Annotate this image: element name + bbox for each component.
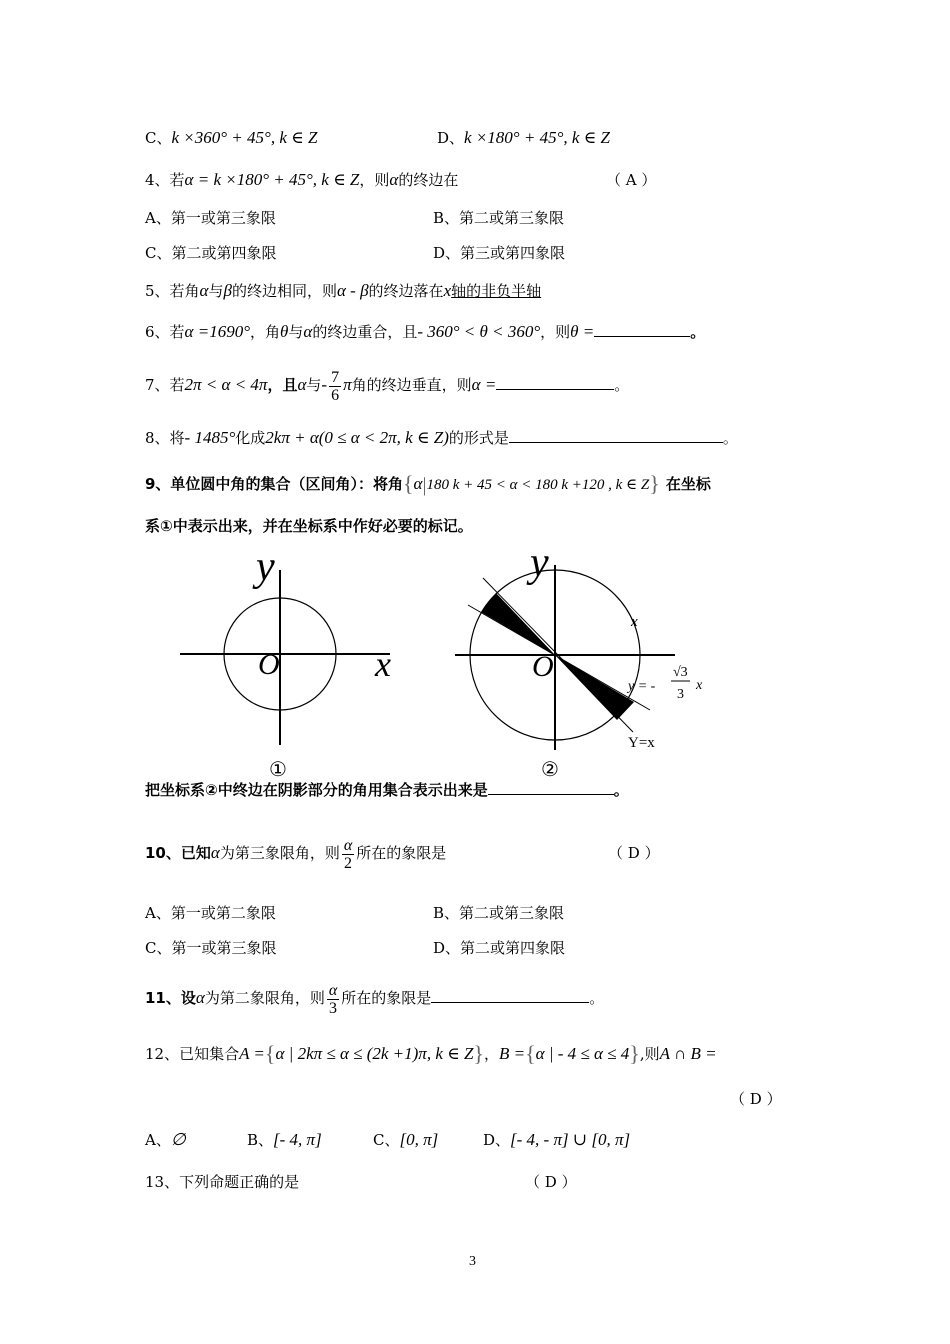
text: 的终边在 [398, 171, 459, 189]
text: 角的终边垂直，则 [351, 376, 472, 394]
line-equation: y = - [628, 679, 656, 694]
question-6 [145, 322, 705, 342]
set-brace: } [649, 471, 660, 496]
set-brace: } [629, 1041, 640, 1066]
x-label: x [631, 614, 638, 630]
text: 。 [722, 429, 738, 447]
answer-blank[interactable] [431, 988, 589, 1003]
q4-option-d: D、第三或第四象限 [433, 244, 566, 262]
math-expression: 2kπ + α(0 ≤ α < 2π, k ∈ Z) [265, 428, 449, 447]
text: 5、若角 [145, 282, 200, 300]
text: 。 [614, 376, 630, 394]
fraction-denominator: 2 [344, 854, 353, 872]
q10-option-b: B、第二或第三象限 [433, 904, 565, 922]
math-expression: ∅ [170, 1130, 186, 1149]
question-5 [145, 281, 541, 301]
q10-option-a: A、第一或第二象限 [145, 904, 276, 922]
q12-option-b [247, 1130, 322, 1150]
set-bar: | [422, 474, 427, 496]
page-number: 3 [469, 1254, 476, 1269]
text: 化成 [235, 429, 266, 447]
q12-option-a [145, 1130, 186, 1150]
x-axis-label: x [375, 644, 391, 684]
fraction [329, 369, 341, 404]
question-13: 13、下列命题正确的是 [145, 1173, 300, 1191]
option-d-line [437, 128, 610, 148]
y-axis-label: y [530, 540, 549, 586]
option-label: B、 [247, 1131, 274, 1149]
fraction-denominator: 3 [329, 999, 338, 1017]
math-var: θ [280, 322, 289, 341]
diagram-label-2: ② [541, 759, 559, 781]
answer-blank[interactable] [594, 322, 690, 337]
text: 6、若 [145, 323, 185, 341]
text: 8、将 [145, 429, 185, 447]
origin-label: O [532, 650, 554, 683]
q10-option-d: D、第二或第四象限 [433, 939, 566, 957]
set-brace: { [525, 1041, 536, 1066]
text: 所在的象限是 [341, 989, 432, 1007]
math-expression: [- 4, π] [273, 1130, 322, 1149]
option-label: A、 [145, 1131, 171, 1149]
diagram-label-1: ① [269, 759, 287, 781]
math-expression: [0, π] [399, 1130, 439, 1149]
text: 12、已知集合 [145, 1045, 240, 1063]
text: ， [483, 1045, 499, 1063]
text: 11、设 [145, 989, 196, 1007]
math-expression: 2π < α < 4π [184, 375, 268, 394]
q10-option-c: C、第一或第三象限 [145, 939, 277, 957]
math-var: α [210, 843, 220, 862]
q12-option-c [373, 1130, 438, 1150]
question-9 [145, 471, 711, 496]
math-expression: k ×360° + 45°, k ∈ Z [171, 128, 318, 147]
sqrt-numerator: √3 [673, 665, 688, 680]
y-axis-label: y [256, 544, 275, 590]
text: 7、若 [145, 376, 185, 394]
math-expression: α - β [336, 281, 369, 300]
math-var: α [389, 170, 399, 189]
text: 把坐标系②中终边在阴影部分的角用集合表示出来是 [145, 781, 488, 799]
math-var: α [413, 474, 423, 493]
line-y-eq-neg-sqrt3-over-3-x [468, 605, 650, 710]
question-9-line-2: 系①中表示出来，并在坐标系中作好必要的标记。 [145, 517, 473, 535]
math-expression: θ = [570, 322, 595, 341]
shaded-sector-upper [481, 593, 555, 655]
q4-option-a: A、第一或第三象限 [145, 209, 276, 227]
line-equation-var: x [696, 678, 703, 693]
answer-10: （ D ） [608, 844, 660, 862]
text: 的终边落在 [368, 282, 444, 300]
set-brace: { [402, 471, 414, 496]
question-11 [145, 977, 604, 1019]
option-label: D、 [483, 1131, 511, 1149]
question-4 [145, 170, 458, 190]
answer-5: 轴的非负半轴 [451, 282, 542, 300]
q4-option-c: C、第二或第四象限 [145, 244, 277, 262]
math-expression: α | 2kπ ≤ α ≤ (2k +1)π, k ∈ Z [275, 1044, 474, 1063]
text: 。 [690, 323, 706, 341]
text: 。 [589, 989, 605, 1007]
text: ,则 [639, 1045, 660, 1063]
line-label-y-eq-x: Y=x [628, 735, 655, 751]
text: 与 [288, 323, 304, 341]
math-var: α [199, 281, 209, 300]
coordinate-diagram-1 [170, 540, 410, 785]
question-12 [145, 1041, 717, 1066]
text: 。 [613, 781, 629, 799]
math-var: π [343, 375, 352, 394]
text: ，角 [250, 323, 281, 341]
q12-option-d [483, 1130, 630, 1150]
math-expression: [- 4, - π] ∪ [0, π] [510, 1130, 631, 1149]
math-var: α [195, 988, 205, 1007]
text: 的终边相同，则 [231, 282, 337, 300]
answer-4: （ A ） [606, 171, 657, 189]
text: 与 [306, 376, 322, 394]
math-expression: - 360° < θ < 360° [417, 322, 541, 341]
text: 9、单位圆中角的集合（区间角）：将角 [145, 475, 403, 493]
text: ，则 [359, 171, 390, 189]
math-var: α [297, 375, 307, 394]
fraction-denominator: 3 [677, 687, 684, 702]
text: 所在的象限是 [356, 844, 447, 862]
fraction-numerator: α [343, 836, 353, 854]
option-label: C、 [373, 1131, 400, 1149]
math-var: β [223, 281, 232, 300]
math-var: α [303, 322, 313, 341]
text: 的形式是 [448, 429, 509, 447]
fraction [342, 837, 354, 872]
origin-label: O [258, 648, 280, 681]
coordinate-diagram-2 [450, 540, 720, 785]
option-label: C、 [145, 129, 172, 147]
text: 10、已知 [145, 844, 211, 862]
option-label: D、 [437, 129, 465, 147]
question-10 [145, 832, 446, 874]
text: 4、若 [145, 171, 185, 189]
math-expression: α = k ×180° + 45°, k ∈ Z [184, 170, 360, 189]
set-brace: } [473, 1041, 484, 1066]
answer-blank[interactable] [488, 780, 614, 795]
text: 在坐标 [665, 475, 711, 493]
answer-blank[interactable] [496, 375, 614, 390]
question-7 [145, 365, 629, 405]
math-expression: - 1485° [184, 428, 236, 447]
text: 为第三象限角，则 [219, 844, 340, 862]
math-expression: α | - 4 ≤ α ≤ 4 [535, 1044, 630, 1063]
option-c-line [145, 128, 317, 148]
math-expression: α = [471, 375, 497, 394]
question-8 [145, 428, 738, 448]
math-expression: 180 k + 45 < α < 180 k +120 , k ∈ Z [426, 477, 650, 493]
fraction-numerator: 7 [331, 368, 340, 386]
fraction-denominator: 6 [331, 386, 340, 404]
text: 的终边重合，且 [312, 323, 418, 341]
math-expression: k ×180° + 45°, k ∈ Z [464, 128, 610, 147]
set-brace: { [264, 1041, 276, 1066]
answer-13: （ D ） [525, 1173, 577, 1191]
text: 为第二象限角，则 [204, 989, 325, 1007]
answer-12: （ D ） [730, 1090, 782, 1108]
math-var: B = [498, 1044, 526, 1063]
text: - [321, 375, 328, 394]
answer-blank[interactable] [509, 428, 723, 443]
math-var: x [443, 281, 452, 300]
question-9-line-3 [145, 780, 629, 800]
fraction-numerator: α [328, 981, 338, 999]
fraction [327, 982, 339, 1017]
text: ，则 [540, 323, 571, 341]
text: ，且 [267, 376, 298, 394]
math-var: A = [239, 1044, 265, 1063]
q4-option-b: B、第二或第三象限 [433, 209, 565, 227]
math-expression: A ∩ B = [659, 1044, 717, 1063]
text: 与 [208, 282, 224, 300]
math-expression: α =1690° [184, 322, 250, 341]
